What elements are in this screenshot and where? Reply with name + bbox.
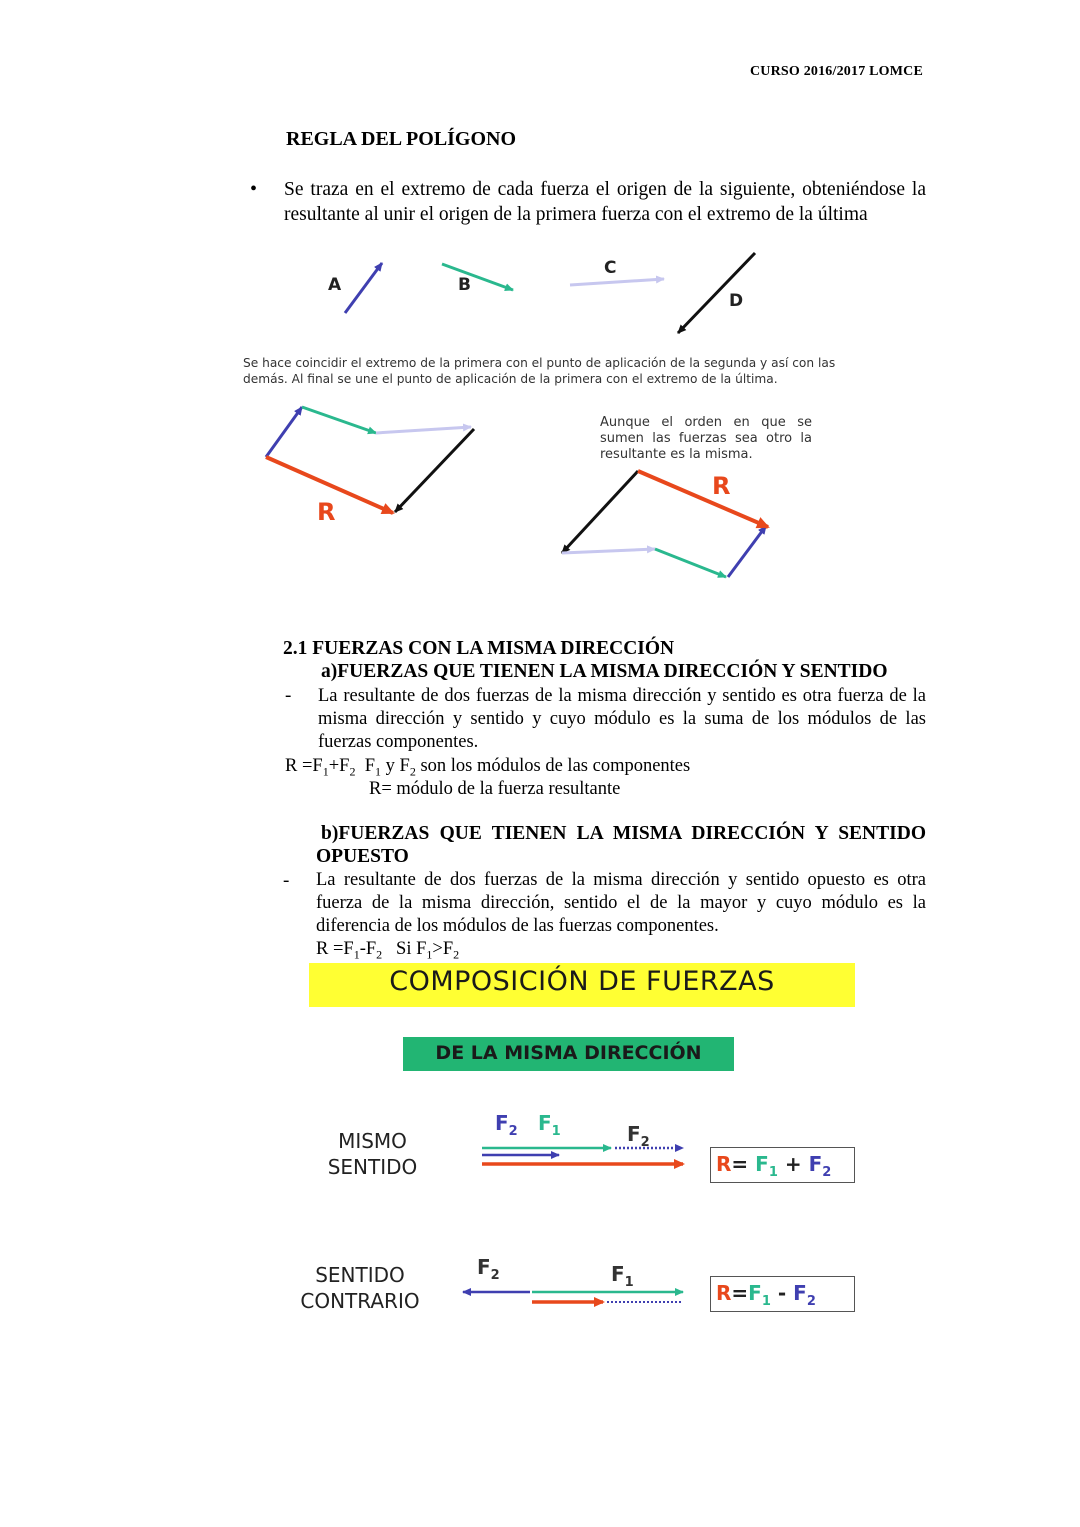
poly1-d-arrow — [395, 429, 474, 512]
poly1-c-arrow — [376, 427, 471, 433]
same-sense-label — [305, 1128, 440, 1180]
same-sense-label-line1: MISMO — [338, 1129, 407, 1153]
sub-b-text: La resultante de dos fuerzas de la misma dirección y sentido opuesto es otra fuerza de la misma dirección, sentido el de la mayor y cuyo módulo es la diferencia de los módulos de las fuerzas componentes. — [316, 870, 926, 936]
sub-a-formula-line2: R= módulo de la fuerza resultante — [369, 779, 621, 799]
opposite-sense-label-line1: SENTIDO — [315, 1263, 405, 1287]
opposite-f1-label: $F_1$ — [611, 1262, 634, 1290]
sub-b-dash: - — [283, 870, 290, 891]
poly2-b-arrow — [655, 549, 726, 577]
individual-vectors-figure — [300, 245, 780, 345]
same-sense-label-line2: SENTIDO — [327, 1155, 418, 1179]
polygon-figure-1 — [255, 395, 485, 520]
vector-a-arrow — [345, 263, 382, 313]
same-f2-left-label: $F_2$ — [495, 1111, 518, 1139]
poly2-resultant-arrow — [638, 471, 768, 527]
poly1-resultant-label: R — [317, 498, 336, 526]
same-f2-right-label: $F_2$ — [627, 1122, 650, 1150]
vector-d-arrow — [678, 253, 755, 333]
polygon-rule-title: REGLA DEL POLÍGONO — [286, 128, 517, 150]
poly2-a-arrow — [728, 526, 766, 577]
same-sense-arrows — [475, 1138, 695, 1174]
same-direction-banner-title: DE LA MISMA DIRECCIÓN — [435, 1042, 702, 1064]
bullet-marker: • — [250, 178, 258, 200]
section-2-1-title: 2.1 FUERZAS CON LA MISMA DIRECCIÓN — [283, 638, 675, 659]
opposite-formula: $R=F_1 - F_2$ — [716, 1281, 816, 1309]
vector-b-label: B — [458, 275, 471, 295]
sub-a-formula: $R =F_1+F_2$ $F_1$ y $F_2$ son los módulos de las componentes — [285, 756, 691, 779]
opposite-f2-label: $F_2$ — [477, 1255, 500, 1283]
vector-c-label: C — [604, 258, 617, 278]
order-note: Aunque el orden en que se sumen las fuerzas sea otro la resultante es la misma. — [600, 415, 812, 462]
course-header: CURSO 2016/2017 LOMCE — [750, 64, 923, 79]
same-formula: $R= F_1 + F_2$ — [716, 1152, 832, 1180]
vector-c-arrow — [570, 279, 664, 285]
same-f1-label: $F_1$ — [538, 1111, 561, 1139]
sub-a-title: a)FUERZAS QUE TIENEN LA MISMA DIRECCIÓN Y SENTIDO — [321, 661, 888, 682]
polygon-method-note: Se hace coincidir el extremo de la primera con el punto de aplicación de la segunda y así con las demás. Al final se une el punto de aplicación de la primera con el extremo de la última. — [243, 356, 836, 386]
sub-a-text: La resultante de dos fuerzas de la misma dirección y sentido es otra fuerza de la misma dirección y sentido y cuyo módulo es la suma de los módulos de las fuerzas componentes. — [318, 686, 926, 752]
polygon-rule-text: Se traza en el extremo de cada fuerza el origen de la siguiente, obteniéndose la resultante al unir el origen de la primera fuerza con el extremo de la última — [284, 179, 926, 225]
sub-b-title-line2: OPUESTO — [316, 846, 409, 867]
opposite-sense-label-line2: CONTRARIO — [300, 1289, 420, 1313]
sub-b-title-line1: b)FUERZAS QUE TIENEN LA MISMA DIRECCIÓN Y SENTIDO — [321, 823, 926, 844]
composition-banner-title: COMPOSICIÓN DE FUERZAS — [389, 966, 775, 997]
poly2-d-arrow — [562, 471, 638, 553]
vector-d-label: D — [729, 291, 744, 311]
poly2-resultant-label: R — [712, 472, 731, 500]
polygon-figure-2 — [550, 462, 780, 587]
vector-b-arrow — [442, 264, 513, 290]
poly1-b-arrow — [302, 407, 376, 433]
opposite-sense-arrows — [455, 1282, 695, 1312]
vector-a-label: A — [328, 275, 342, 295]
sub-a-dash: - — [285, 685, 292, 706]
poly1-a-arrow — [266, 407, 302, 457]
poly2-c-arrow — [562, 549, 655, 553]
opposite-sense-label — [285, 1262, 435, 1314]
sub-b-formula: $R =F_1-F_2$ Si $F_1>F_2$ — [316, 939, 460, 962]
